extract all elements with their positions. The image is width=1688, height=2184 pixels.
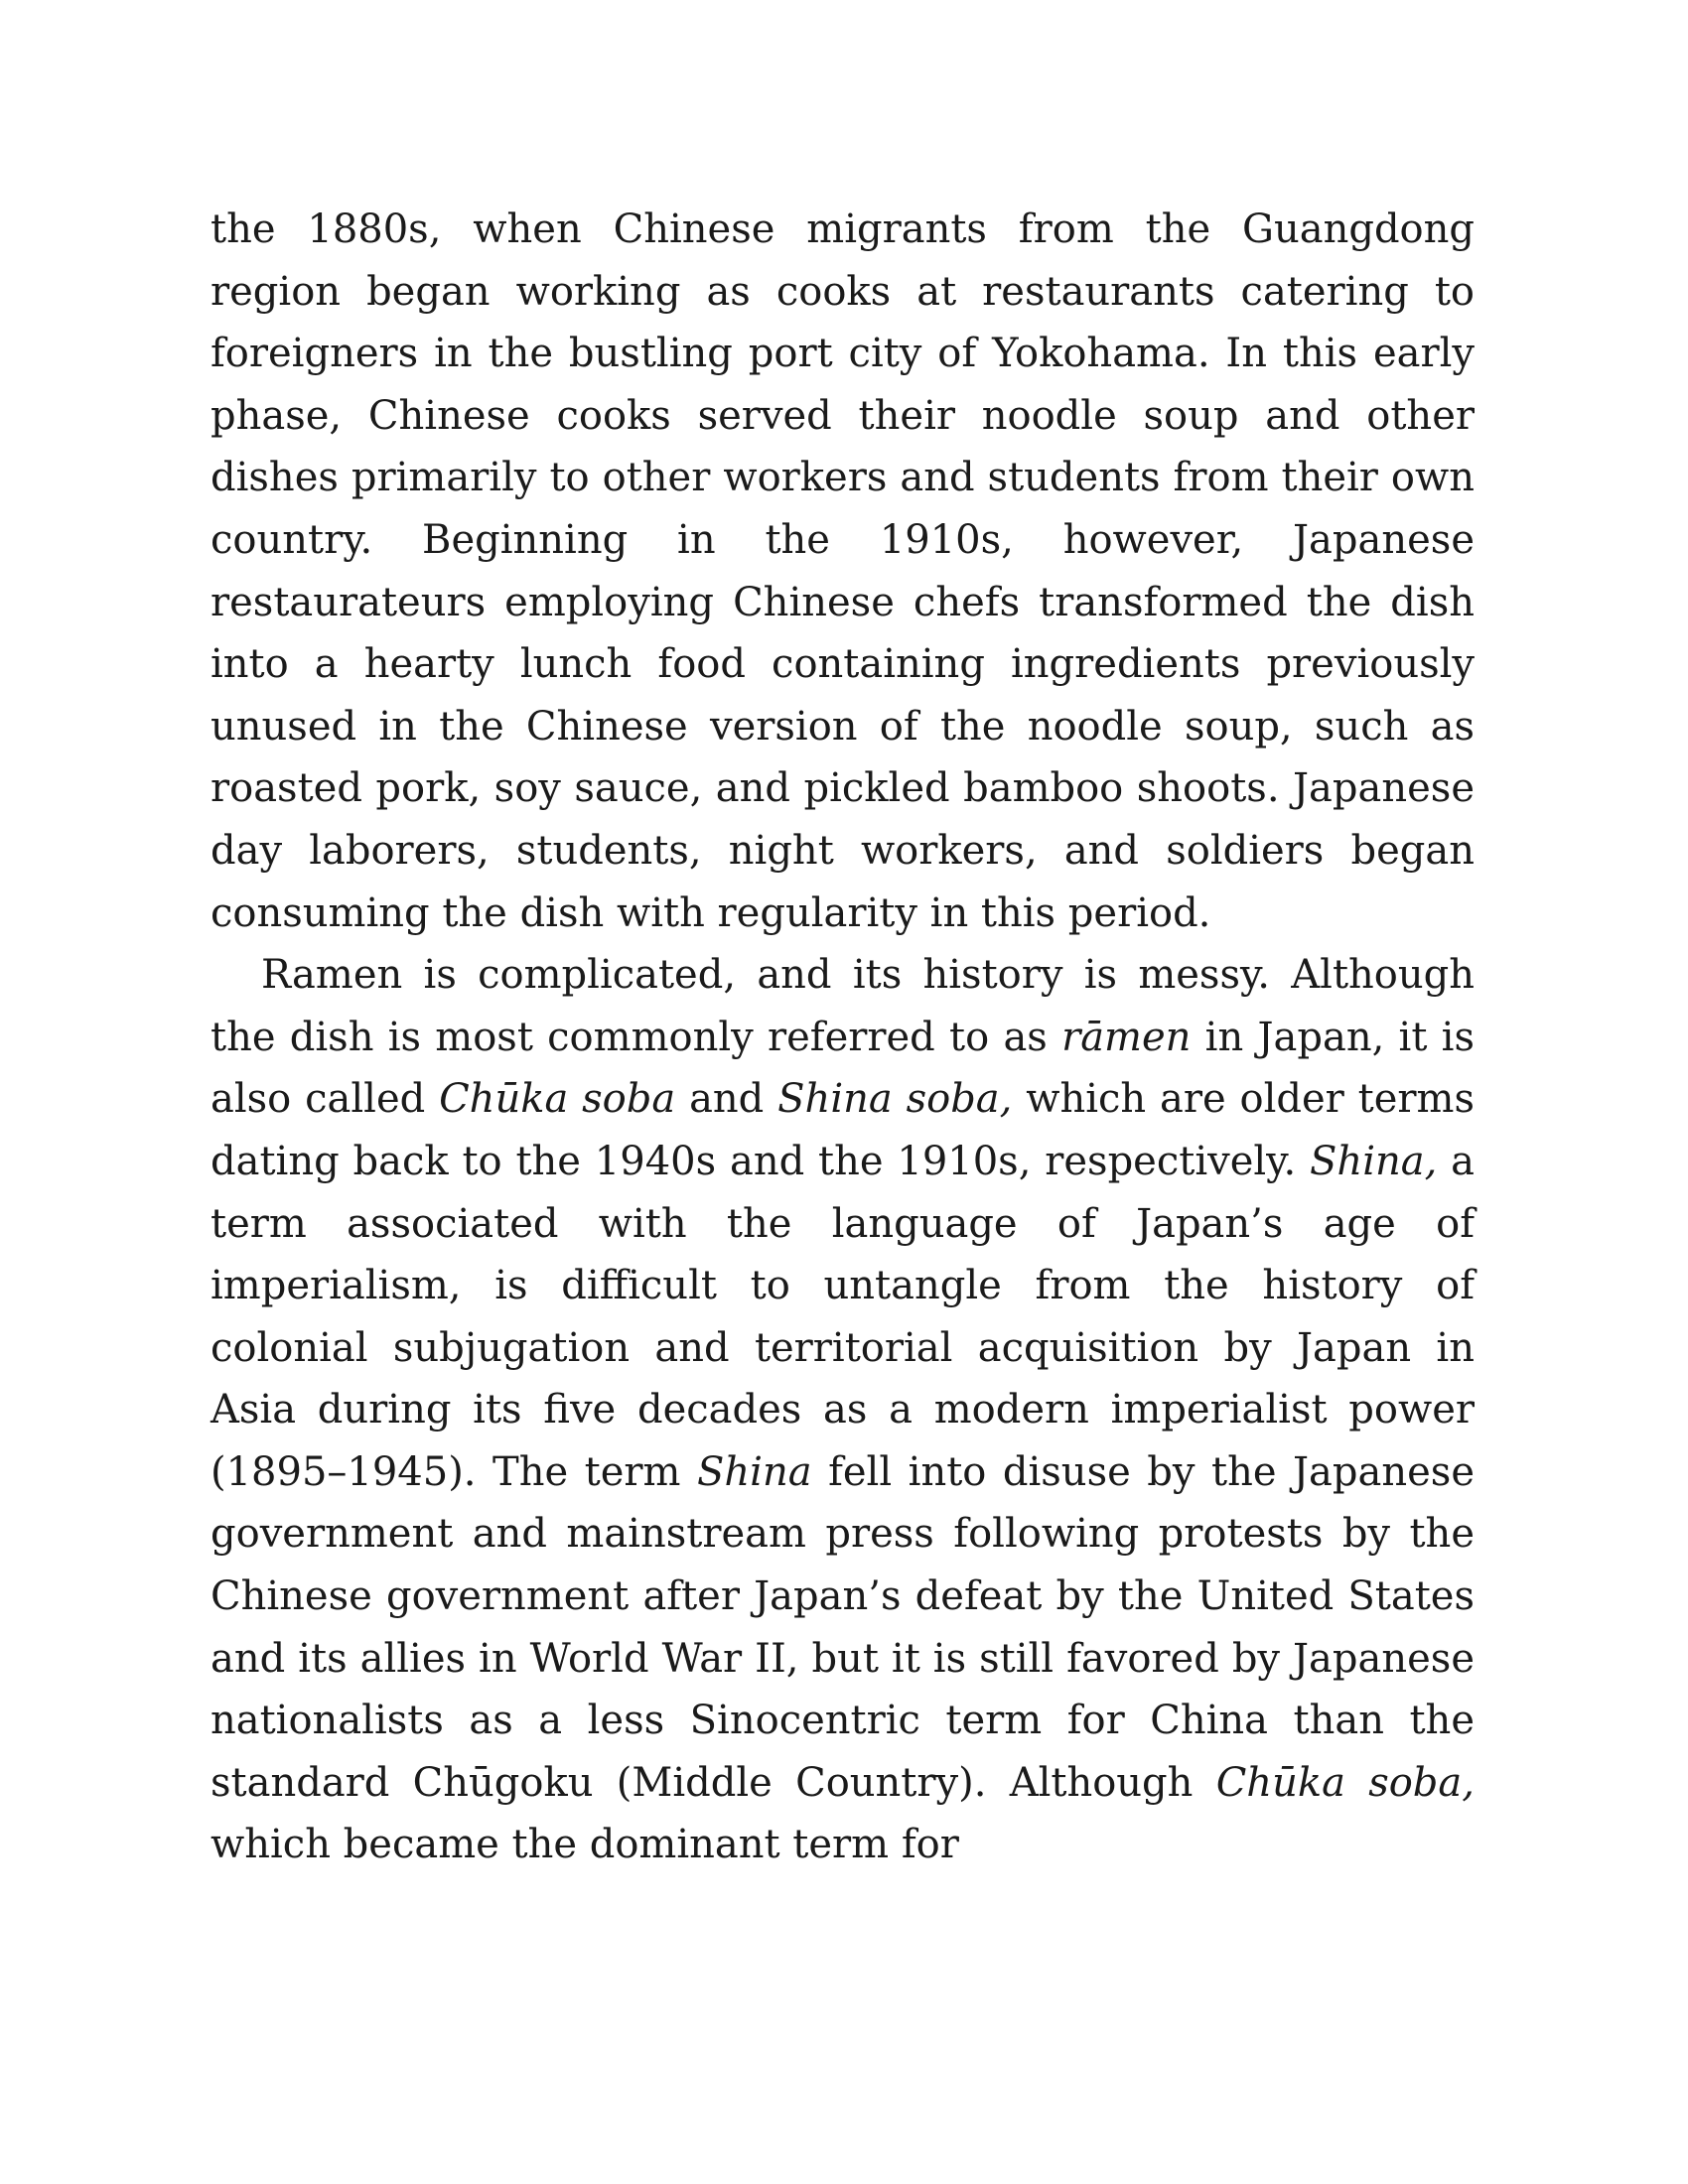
- text-segment: a term associated with the language of Japan’s age of imperialism, is difficult to untangle from the history of colonial subjugation and territorial acquisition by Japan in Asia during its five decades as a modern imperialist power (1895–1945). The term: [211, 1138, 1475, 1495]
- italic-term: Shina,: [1310, 1138, 1438, 1184]
- text-segment: which are older terms dating back to the 1940s and the 1910s, respectively.: [211, 1076, 1475, 1184]
- text-segment: the 1880s, when Chinese migrants from the Guangdong region began working as cooks at restaurants catering to foreigners in the bustling port city of Yokohama. In this early phase, Chinese cooks served their noodle soup and other dishes primarily to other workers and students from their own country. Beginning in the 1910s, however, Japanese restaurateurs employing Chinese chefs transformed the dish into a hearty lunch food containing ingredients previously unused in the Chinese version of the noodle soup, such as roasted pork, soy sauce, and pickled bamboo shoots. Japanese day laborers, students, night workers, and soldiers began consuming the dish with regularity in this period.: [211, 206, 1475, 936]
- italic-term: Chūka soba,: [1215, 1759, 1475, 1806]
- text-segment: and: [675, 1076, 778, 1123]
- text-segment: fell into disuse by the Japanese government and mainstream press following protests by the Chinese government after Japan’s defeat by the United States and its allies in World War II, but it is still favored by Japanese nationalists as a less Sinocentric term for China than the standard Chūgoku (Middle Country). Although: [211, 1448, 1475, 1806]
- page-body: [211, 199, 1475, 1876]
- paragraph-1: [211, 199, 1475, 944]
- text-segment: which became the dominant term for: [211, 1822, 959, 1868]
- paragraph-2: [211, 944, 1475, 1876]
- italic-term: Shina: [696, 1448, 812, 1495]
- italic-term: rāmen: [1061, 1014, 1192, 1060]
- text-segment: in Japan, it is also called: [211, 1014, 1475, 1123]
- text-segment: Ramen is complicated, and its history is messy. Although the dish is most commonly referred to as: [211, 952, 1475, 1060]
- italic-term: Shina soba,: [777, 1076, 1013, 1123]
- italic-term: Chūka soba: [439, 1076, 676, 1123]
